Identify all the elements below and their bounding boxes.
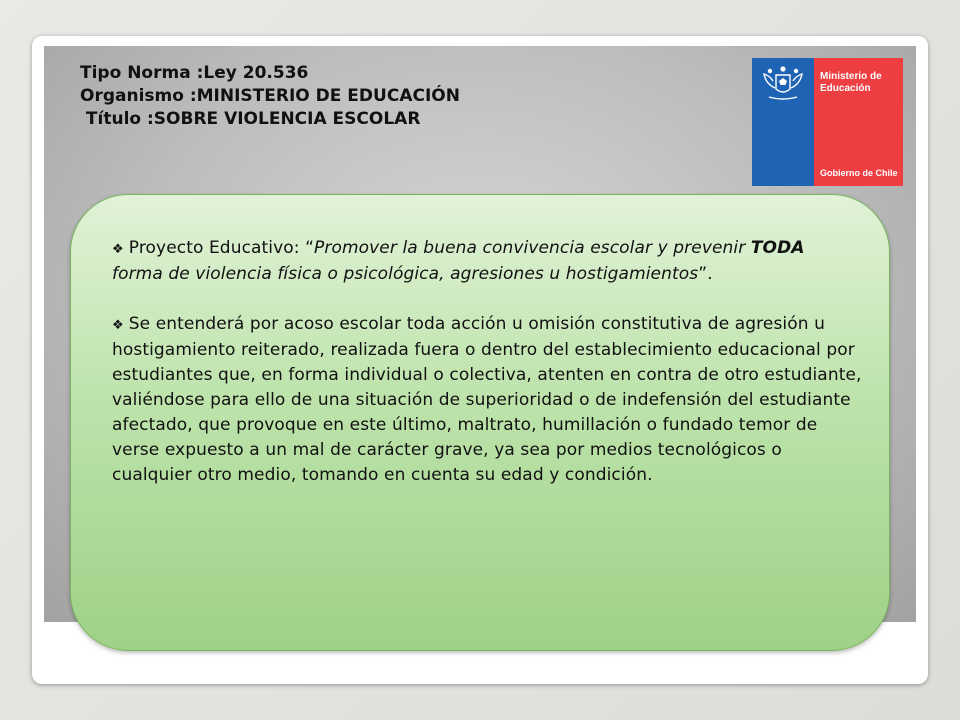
- bullet1-quote-open: “: [305, 238, 315, 258]
- bullet-proyecto-educativo: [112, 236, 862, 287]
- logo-government-name: Gobierno de Chile: [820, 168, 898, 178]
- content-text: [112, 236, 862, 488]
- logo-ministry-name: Ministerio de Educación: [820, 71, 882, 94]
- diamond-bullet-icon: ❖: [112, 318, 124, 333]
- bullet1-quote-close: ”.: [698, 264, 713, 284]
- bullet-acoso-escolar: [112, 312, 862, 488]
- chile-coat-of-arms-icon: [758, 64, 808, 104]
- bullet1-label: Proyecto Educativo:: [128, 238, 306, 258]
- norm-header: [80, 62, 460, 131]
- bullet1-quote-part2: forma de violencia física o psicológica, agresiones u hostigamientos: [112, 264, 699, 284]
- ministry-logo: [752, 58, 903, 186]
- bullet2-text: Se entenderá por acoso escolar toda acción u omisión constitutiva de agresión u hostigamiento reiterado, realizada fuera o dentro del establecimiento educacional por estudiantes que, en forma individual o colectiva, atenten en contra de otro estudiante, valiéndose para ello de una situación de superioridad o de indefensión del estudiante afectado, que provoque en este último, maltrato, humillación o fundado temor de verse expuesto a un mal de carácter grave, ya sea por medios tecnológicos o cualquier otro medio, tomando en cuenta su edad y condición.: [112, 314, 862, 485]
- bullet1-quote-part1: Promover la buena convivencia escolar y prevenir: [314, 238, 751, 258]
- logo-blue-band: [752, 58, 814, 186]
- diamond-bullet-icon: ❖: [112, 242, 124, 257]
- bullet1-bold-word: TODA: [750, 238, 805, 258]
- norm-type: Tipo Norma :Ley 20.536: [80, 63, 309, 83]
- norm-title: Título :SOBRE VIOLENCIA ESCOLAR: [80, 109, 421, 129]
- norm-organism: Organismo :MINISTERIO DE EDUCACIÓN: [80, 86, 460, 106]
